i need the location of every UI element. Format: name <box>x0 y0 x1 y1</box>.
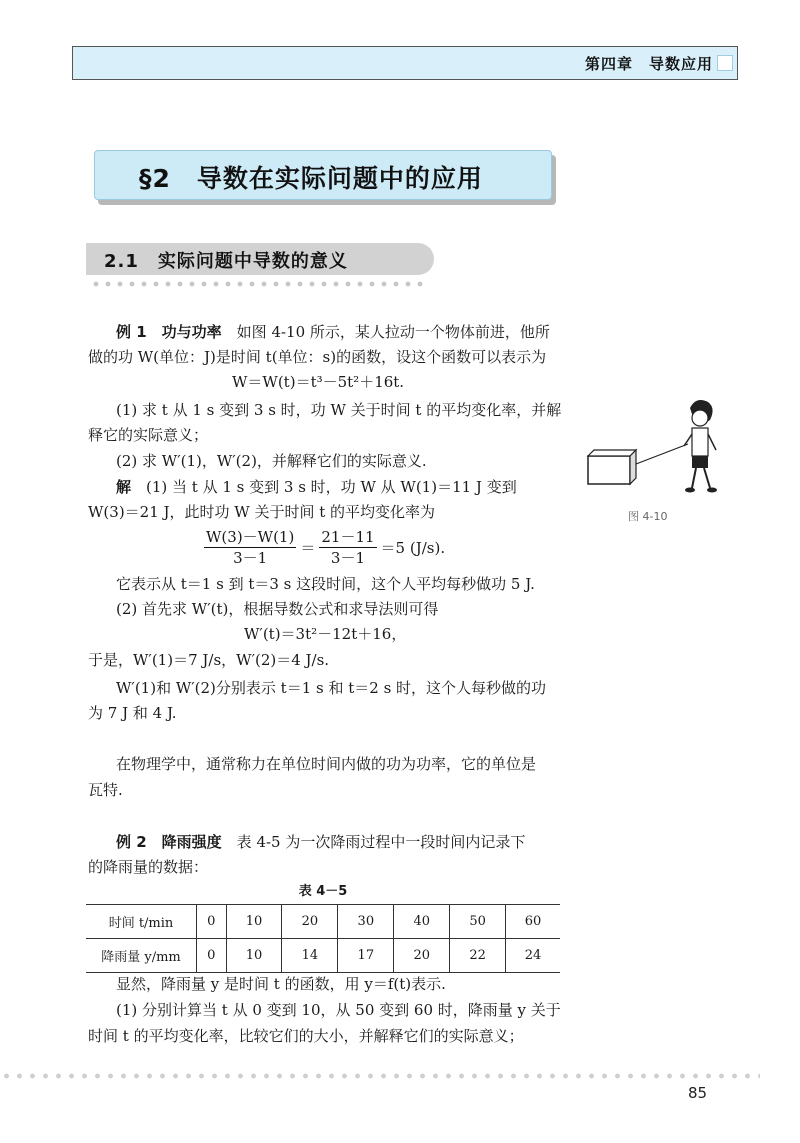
table-caption: 表 4－5 <box>298 884 348 899</box>
solution-line1 <box>116 477 517 497</box>
equals-sign: ＝ <box>300 539 316 557</box>
page-number: 85 <box>688 1084 708 1102</box>
table-cell: 20 <box>394 939 450 973</box>
example1-q2: (2) 求 W′(1)，W′(2)，并解释它们的实际意义. <box>116 452 427 470</box>
example2-line1: 表 4-5 为一次降雨过程中一段时间内记录下 <box>221 833 526 851</box>
table-cell: 24 <box>506 939 560 973</box>
solution-line3: 它表示从 t＝1 s 到 t＝3 s 这段时间，这个人平均每秒做功 5 J. <box>116 575 535 593</box>
table-cell: 30 <box>338 905 394 939</box>
table-row <box>86 939 560 973</box>
subsection-banner <box>86 243 434 275</box>
table-cell: 降雨量 y/mm <box>86 939 197 973</box>
example1-line1: 如图 4-10 所示，某人拉动一个物体前进，他所 <box>221 323 550 341</box>
table-cell: 20 <box>282 905 338 939</box>
table-cell: 50 <box>450 905 506 939</box>
example1-q1a: (1) 求 t 从 1 s 变到 3 s 时，功 W 关于时间 t 的平均变化率，并解 <box>116 401 562 419</box>
page-header <box>72 46 738 80</box>
table-cell: 17 <box>338 939 394 973</box>
example2-label: 例 2 降雨强度 <box>116 833 222 851</box>
header-decoration <box>717 55 733 71</box>
derivative-formula: W′(t)＝3t²－12t＋16， <box>244 625 407 643</box>
subsection-title: 2.1 实际问题中导数的意义 <box>104 251 348 272</box>
rope-line <box>636 444 688 464</box>
fraction-1-numerator: W(3)－W(1) <box>206 528 295 546</box>
table-row <box>86 905 560 939</box>
fraction-result: ＝5 (J/s). <box>380 539 446 557</box>
example2-after3: 时间 t 的平均变化率，比较它们的大小，并解释它们的实际意义； <box>88 1027 524 1045</box>
example1-q1b: 释它的实际意义； <box>88 426 209 444</box>
note-line1: 在物理学中，通常称力在单位时间内做的功为功率，它的单位是 <box>116 755 537 773</box>
example2-line2: 的降雨量的数据： <box>88 858 209 876</box>
solution-part2-line1: (2) 首先求 W′(t)，根据导数公式和求导法则可得 <box>116 600 439 618</box>
fraction-2-numerator: 21－11 <box>321 528 375 546</box>
example2-after2: (1) 分别计算当 t 从 0 变到 10，从 50 变到 60 时，降雨量 y 关于 <box>116 1001 561 1019</box>
bottom-dotted-divider <box>0 1073 760 1079</box>
rainfall-table <box>86 904 560 973</box>
average-rate-formula <box>200 527 445 568</box>
solution-part2-line4: 为 7 J 和 4 J. <box>88 704 177 722</box>
table-cell: 40 <box>394 905 450 939</box>
table-cell: 14 <box>282 939 338 973</box>
solution-part2-line3: W′(1)和 W′(2)分别表示 t＝1 s 和 t＝2 s 时，这个人每秒做的功 <box>116 679 547 697</box>
solution-line2: W(3)＝21 J，此时功 W 关于时间 t 的平均变化率为 <box>88 503 436 521</box>
note-line2: 瓦特. <box>88 781 123 799</box>
chapter-title: 第四章 导数应用 <box>584 55 713 73</box>
example2-after1: 显然，降雨量 y 是时间 t 的函数，用 y＝f(t)表示. <box>116 975 446 993</box>
dotted-divider <box>90 281 426 287</box>
table-cell: 60 <box>506 905 560 939</box>
fraction-1-denominator: 3－1 <box>233 549 268 567</box>
figure-4-10 <box>580 392 730 502</box>
section-title-banner <box>94 150 552 200</box>
table-cell: 22 <box>450 939 506 973</box>
section-title: §2 导数在实际问题中的应用 <box>139 164 483 193</box>
example2-intro <box>116 832 525 852</box>
fraction-2-denominator: 3－1 <box>330 549 365 567</box>
person-illustration <box>684 400 717 493</box>
table-cell: 10 <box>226 939 282 973</box>
example1-line2: 做的功 W(单位：J)是时间 t(单位：s)的函数，设这个函数可以表示为 <box>88 348 547 366</box>
example1-label: 例 1 功与功率 <box>116 323 222 341</box>
example1-intro <box>116 322 550 342</box>
solution-line1-text: (1) 当 t 从 1 s 变到 3 s 时，功 W 从 W(1)＝11 J 变到 <box>131 478 517 496</box>
table-cell: 0 <box>197 905 227 939</box>
fraction-1 <box>204 527 296 568</box>
table-cell: 0 <box>197 939 227 973</box>
solution-label: 解 <box>116 478 132 496</box>
box-illustration <box>588 450 636 484</box>
solution-part2-line2: 于是，W′(1)＝7 J/s，W′(2)＝4 J/s. <box>88 651 330 669</box>
table-cell: 时间 t/min <box>86 905 197 939</box>
figure-caption: 图 4-10 <box>628 510 668 523</box>
table-cell: 10 <box>226 905 282 939</box>
fraction-2 <box>319 527 376 568</box>
example1-formula: W＝W(t)＝t³－5t²＋16t. <box>232 373 405 391</box>
